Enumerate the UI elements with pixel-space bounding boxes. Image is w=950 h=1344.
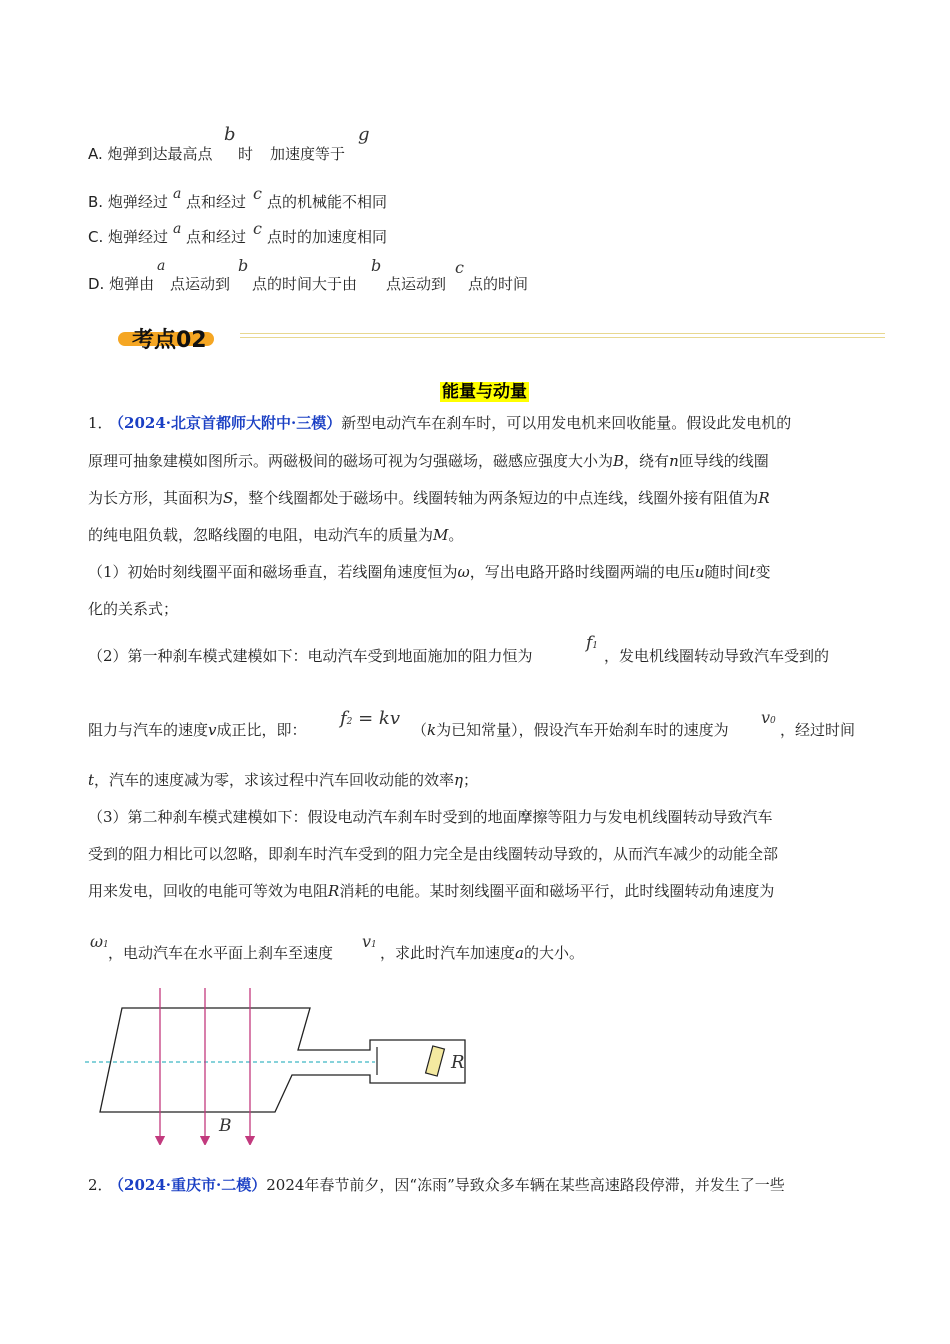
var-c: c — [253, 184, 262, 203]
option-c-mid: 点和经过 — [186, 228, 247, 246]
var-b: b — [224, 124, 236, 145]
var-c: c — [253, 219, 262, 238]
var-a: a — [173, 221, 182, 237]
var-b: b — [238, 256, 249, 275]
option-d-label: D. 炮弹由 — [88, 275, 155, 293]
math-f2-eq: f2 = kv — [340, 708, 401, 729]
q1-line-3: 为长方形，其面积为S，整个线圈都处于磁场中。线圈转轴为两条短边的中点连线，线圈外接有阻值为R — [88, 489, 770, 507]
question-2: 2． （2024·重庆市·二模）2024年春节前夕，因“冻雨”导致众多车辆在某些高速路段停滞，并发生了一些 — [88, 1176, 785, 1194]
resistor — [426, 1046, 445, 1076]
label-b: B — [219, 1116, 232, 1136]
q1-part-3-line-4a: ，电动汽车在水平面上刹车至速度 — [108, 944, 334, 962]
q2-text: 2024年春节前夕，因“冻雨”导致众多车辆在某些高速路段停滞，并发生了一些 — [266, 1176, 785, 1194]
q1-line-2: 原理可抽象建模如图所示。两磁极间的磁场可视为匀强磁场，磁感应强度大小为B，绕有n匝导线的线圈 — [88, 452, 769, 470]
option-c-label: C. 炮弹经过 — [88, 228, 169, 246]
q1-part-3-line-4b: ，求此时汽车加速度a的大小。 — [380, 944, 584, 962]
q1-part-3-line-1: （3）第二种刹车模式建模如下：假设电动汽车刹车时受到的地面摩擦等阻力与发电机线圈转动导致汽车 — [88, 808, 773, 826]
option-d-post: 点的时间 — [468, 275, 529, 293]
q1-part-2-line-2c: ，经过时间 — [780, 721, 856, 739]
generator-diagram-svg — [85, 985, 485, 1145]
var-g: g — [358, 124, 370, 145]
q1-part-2-line-2b: （k为已知常量），假设汽车开始刹车时的速度为 — [412, 721, 729, 739]
option-c-post: 点时的加速度相同 — [267, 228, 388, 246]
coil-outline — [100, 1008, 465, 1112]
q1-line-4: 的纯电阻负载，忽略线圈的电阻，电动汽车的质量为M。 — [88, 526, 464, 544]
generator-diagram — [85, 985, 485, 1145]
q1-part-1-cont: 化的关系式； — [88, 600, 179, 618]
badge-label: 考点02 — [132, 328, 207, 353]
var-a: a — [157, 258, 166, 274]
q1-line-1: 1． （2024·北京首都师大附中·三模）新型电动汽车在刹车时，可以用发电机来回收能量。假设此发电机的 — [88, 414, 792, 432]
math-v0: v0 — [761, 708, 776, 727]
var-c: c — [455, 258, 464, 277]
option-a-post: 加速度等于 — [270, 145, 346, 163]
option-a-mid: 时 — [238, 145, 254, 163]
math-f1: f1 — [586, 633, 599, 653]
label-r: R — [451, 1052, 465, 1073]
q1-part-2-line-2: 阻力与汽车的速度v成正比，即： — [88, 721, 307, 739]
math-v1: v1 — [362, 932, 377, 951]
var-a: a — [173, 186, 182, 202]
option-b-mid: 点和经过 — [186, 193, 247, 211]
option-b-label: B. 炮弹经过 — [88, 193, 168, 211]
badge-divider — [240, 337, 885, 338]
q1-part-3-line-3: 用来发电，回收的电能可等效为电阻R消耗的电能。某时刻线圈平面和磁场平行，此时线圈转动角速度为 — [88, 882, 775, 900]
q1-part-2-line-1: （2）第一种刹车模式建模如下：电动汽车受到地面施加的阻力恒为 — [88, 647, 533, 665]
option-d-mid1: 点运动到 — [170, 275, 231, 293]
q1-part-1: （1）初始时刻线圈平面和磁场垂直，若线圈角速度恒为ω，写出电路开路时线圈两端的电压u随时间t变 — [88, 563, 771, 581]
q1-part-3-line-2: 受到的阻力相比可以忽略，即刹车时汽车受到的阻力完全是由线圈转动导致的，从而汽车减少的动能全部 — [88, 845, 779, 863]
q1-part-2-line-3: t，汽车的速度减为零，求该过程中汽车回收动能的效率η； — [88, 771, 479, 789]
q1-part-2-line-1b: ，发电机线圈转动导致汽车受到的 — [604, 647, 830, 665]
section-title: 能量与动量 — [442, 382, 527, 402]
math-omega1: ω1 — [90, 932, 109, 951]
option-a-label: A. 炮弹到达最高点 — [88, 145, 213, 163]
q1-source: （2024·北京首都师大附中·三模） — [116, 414, 342, 432]
q2-source: （2024·重庆市·二模） — [116, 1176, 267, 1194]
badge-divider — [240, 333, 885, 334]
var-b: b — [371, 256, 382, 275]
option-d-mid2: 点的时间大于由 — [252, 275, 358, 293]
option-d-mid3: 点运动到 — [386, 275, 447, 293]
option-b-post: 点的机械能不相同 — [267, 193, 388, 211]
